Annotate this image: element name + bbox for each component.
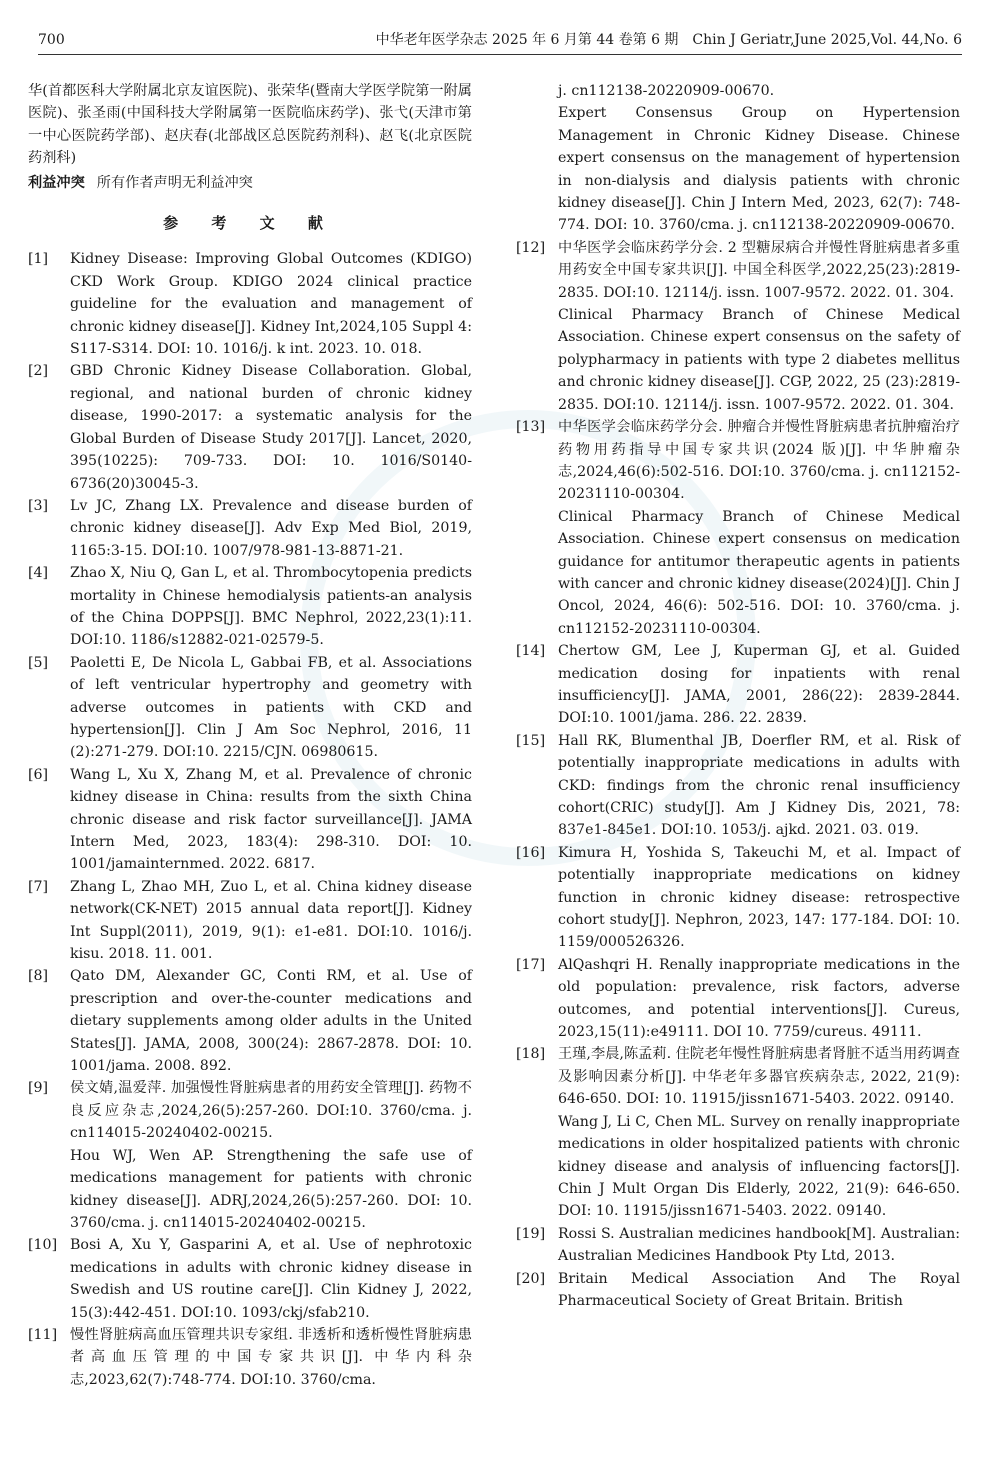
reference-item (516, 80, 960, 237)
reference-number: [6] (28, 766, 49, 783)
reference-number: [8] (28, 968, 49, 985)
reference-body (70, 1324, 472, 1391)
author-list-continued: 华(首都医科大学附属北京友谊医院)、张荣华(暨南大学医学院第一附属医院)、张圣雨(中国科技大学附属第一医院临床药学)、张弋(天津市第一中心医院药学部)、赵庆春(北部战区总医院药剂科)、赵飞(北京医院药剂科) (28, 83, 472, 167)
reference-number: [4] (28, 565, 49, 582)
reference-text: Expert Consensus Group on Hypertension Management in Chronic Kidney Disease. Chinese expert consensus on the management of hypertension in non-dialysis and dialysis patients with chronic kidney disease[J]. Chin J Intern Med, 2023, 62(7): 748-774. DOI: 10. 3760/cma. j. cn112138-20220909-00670. (558, 105, 960, 234)
reference-item (28, 1324, 472, 1391)
reference-number: [11] (28, 1326, 58, 1343)
left-column (28, 80, 472, 1391)
reference-number: [18] (516, 1046, 546, 1063)
reference-text: 王瑾,李晨,陈孟莉. 住院老年慢性肾脏病患者肾脏不适当用药调查及影响因素分析[J]. 中华老年多器官疾病杂志, 2022, 21(9): 646-650. DOI: 10. 11915/jissn1671-5403. 2022. 09140. (558, 1046, 960, 1108)
reference-text: Bosi A, Xu Y, Gasparini A, et al. Use of nephrotoxic medications in adults with chronic kidney disease in Swedish and US routine care[J]. Clin Kidney J, 2022, 15(3):442-451. DOI:10. 1093/ckj/sfab210. (70, 1237, 472, 1321)
reference-item (28, 876, 472, 966)
reference-number: [3] (28, 497, 49, 514)
reference-text: Zhao X, Niu Q, Gan L, et al. Thrombocytopenia predicts mortality in Chinese hemodialysis patients-an analysis of the China DOPPS[J]. BMC Nephrol, 2022,23(1):11. DOI:10. 1186/s12882-021-02579-5. (70, 565, 472, 649)
reference-text: Zhang L, Zhao MH, Zuo L, et al. China kidney disease network(CK-NET) 2015 annual data report[J]. Kidney Int Suppl(2011), 2019, 9(1): e1-e81. DOI:10. 1016/j. kisu. 2018. 11. 001. (70, 878, 472, 963)
reference-item (516, 237, 960, 416)
reference-item (516, 1223, 960, 1268)
reference-text: Chertow GM, Lee J, Kuperman GJ, et al. Guided medication dosing for inpatients with renal insufficiency[J]. JAMA, 2001, 286(22): 2839-2844. DOI:10. 1001/jama. 286. 22. 2839. (558, 643, 960, 727)
reference-text: GBD Chronic Kidney Disease Collaboration. Global, regional, and national burden of chronic kidney disease, 1990-2017: a systematic analysis for the Global Burden of Disease Study 2017[J]. Lancet, 2020, 395(10225): 709-733. DOI: 10. 1016/S0140-6736(20)30045-3. (70, 363, 472, 492)
reference-body (558, 416, 960, 640)
reference-number: [19] (516, 1225, 546, 1242)
reference-number: [7] (28, 878, 49, 895)
reference-item (516, 954, 960, 1044)
reference-number: [15] (516, 732, 546, 749)
reference-text: 侯文婧,温爱萍. 加强慢性肾脏病患者的用药安全管理[J]. 药物不良反应杂志,2024,26(5):257-260. DOI:10. 3760/cma. j. cn114015-20240402-00215. (70, 1080, 472, 1142)
reference-number: [1] (28, 251, 49, 268)
reference-body (70, 248, 472, 360)
reference-body (70, 652, 472, 764)
reference-item (28, 495, 472, 562)
reference-body (558, 1043, 960, 1222)
right-column (516, 80, 960, 1312)
reference-body (558, 640, 960, 730)
reference-body (558, 1223, 960, 1268)
reference-list-right (516, 80, 960, 1312)
reference-item (28, 965, 472, 1077)
reference-item (516, 842, 960, 954)
reference-item (28, 562, 472, 652)
reference-item (516, 730, 960, 842)
page-header (38, 28, 962, 55)
reference-item (516, 1268, 960, 1313)
reference-text: 中华医学会临床药学分会. 2 型糖尿病合并慢性肾脏病患者多重用药安全中国专家共识[J]. 中国全科医学,2022,25(23):2819-2835. DOI:10. 12114/j. issn. 1007-9572. 2022. 01. 304. (558, 239, 960, 301)
reference-text: 中华医学会临床药学分会. 肿瘤合并慢性肾脏病患者抗肿瘤治疗药物用药指导中国专家共识(2024 版)[J]. 中华肿瘤杂志,2024,46(6):502-516. DOI:10. 3760/cma. j. cn112152-20231110-00304. (558, 419, 960, 503)
reference-text: Kidney Disease: Improving Global Outcomes (KDIGO) CKD Work Group. KDIGO 2024 clinical practice guideline for the evaluation and management of chronic kidney disease[J]. Kidney Int,2024,105 Suppl 4: S117-S314. DOI: 10. 1016/j. k int. 2023. 10. 018. (70, 251, 472, 358)
reference-body (558, 237, 960, 416)
conflict-of-interest (28, 172, 472, 194)
reference-text: Wang J, Li C, Chen ML. Survey on renally inappropriate medications in older hospitalized patients with chronic kidney disease and analysis of influencing factors[J]. Chin J Mult Organ Dis Elderly, 2022, 21(9): 646-650. DOI: 10. 11915/jissn1671-5403. 2022. 09140. (558, 1113, 960, 1220)
reference-item (516, 416, 960, 640)
reference-text: Clinical Pharmacy Branch of Chinese Medical Association. Chinese expert consensus on the safety of polypharmacy in patients with type 2 diabetes mellitus and chronic kidney disease[J]. CGP, 2022, 25 (23):2819-2835. DOI:10. 12114/j. issn. 1007-9572. 2022. 01. 304. (558, 307, 960, 413)
reference-text: AlQashqri H. Renally inappropriate medications in the old population: prevalence, risk factors, adverse outcomes, and potential interventions[J]. Cureus, 2023,15(11):e49111. DOI 10. 7759/cureus. 49111. (558, 956, 960, 1041)
reference-body (70, 764, 472, 876)
reference-body (558, 80, 960, 237)
reference-item (28, 1077, 472, 1234)
reference-text: Qato DM, Alexander GC, Conti RM, et al. Use of prescription and over-the-counter medications and dietary supplements among older adults in the United States[J]. JAMA, 2008, 300(24): 2867-2878. DOI: 10. 1001/jama. 2008. 892. (70, 968, 472, 1075)
references-heading: 参 考 文 献 (163, 214, 337, 233)
reference-body (70, 360, 472, 494)
reference-item (28, 764, 472, 876)
reference-body (558, 842, 960, 954)
reference-number: [12] (516, 239, 546, 256)
reference-text: Kimura H, Yoshida S, Takeuchi M, et al. Impact of potentially inappropriate medications on kidney function in chronic kidney disease: retrospective cohort study[J]. Nephron, 2023, 147: 177-184. DOI: 10. 1159/000526326. (558, 844, 960, 951)
reference-text: Wang L, Xu X, Zhang M, et al. Prevalence of chronic kidney disease in China: results from the sixth China chronic disease and risk factor surveillance[J]. JAMA Intern Med, 2023, 183(4): 298-310. DOI: 10. 1001/jamainternmed. 2022. 6817. (70, 766, 472, 873)
reference-number: [14] (516, 643, 546, 660)
reference-text: Lv JC, Zhang LX. Prevalence and disease burden of chronic kidney disease[J]. Adv Exp Med Biol, 2019, 1165:3-15. DOI:10. 1007/978-981-13-8871-21. (70, 497, 472, 559)
reference-item (28, 360, 472, 494)
journal-citation-line: 中华老年医学杂志 2025 年 6 月第 44 卷第 6 期 Chin J Geriatr,June 2025,Vol. 44,No. 6 (375, 32, 962, 48)
conflict-of-interest-label: 利益冲突 (28, 174, 85, 191)
reference-body (70, 562, 472, 652)
reference-number: [9] (28, 1080, 49, 1097)
reference-number: [5] (28, 654, 49, 671)
reference-number: [2] (28, 363, 49, 380)
reference-number: [16] (516, 844, 546, 861)
reference-body (70, 965, 472, 1077)
reference-body (70, 876, 472, 966)
reference-number: [10] (28, 1237, 58, 1254)
reference-text: Rossi S. Australian medicines handbook[M]. Australian: Australian Medicines Handbook Pty Ltd, 2013. (558, 1225, 960, 1265)
reference-item (516, 640, 960, 730)
reference-text: 慢性肾脏病高血压管理共识专家组. 非透析和透析慢性肾脏病患者高血压管理的中国专家共识[J]. 中华内科杂志,2023,62(7):748-774. DOI:10. 3760/cma. (70, 1326, 472, 1388)
reference-body (70, 495, 472, 562)
reference-text: Clinical Pharmacy Branch of Chinese Medical Association. Chinese expert consensus on medication guidance for antitumor therapeutic agents in patients with cancer and chronic kidney disease(2024)[J]. Chin J Oncol, 2024, 46(6): 502-516. DOI: 10. 3760/cma. j. cn112152-20231110-00304. (558, 508, 960, 637)
reference-list-left (28, 248, 472, 1391)
reference-text: Hou WJ, Wen AP. Strengthening the safe use of medications management for patients with chronic kidney disease[J]. ADRJ,2024,26(5):257-260. DOI: 10. 3760/cma. j. cn114015-20240402-00215. (70, 1147, 472, 1231)
reference-item (28, 1234, 472, 1324)
reference-item (28, 248, 472, 360)
reference-item (28, 652, 472, 764)
reference-number: [13] (516, 419, 546, 436)
reference-body (558, 954, 960, 1044)
reference-number: [20] (516, 1270, 546, 1287)
page-number: 700 (38, 32, 65, 48)
reference-text: j. cn112138-20220909-00670. (558, 83, 775, 99)
reference-text: Britain Medical Association And The Royal Pharmaceutical Society of Great Britain. British (558, 1270, 960, 1309)
reference-body (558, 730, 960, 842)
reference-text: Paoletti E, De Nicola L, Gabbai FB, et al. Associations of left ventricular hypertrophy and geometry with adverse outcomes in patients with CKD and hypertension[J]. Clin J Am Soc Nephrol, 2016, 11 (2):271-279. DOI:10. 2215/CJN. 06980615. (70, 654, 472, 761)
reference-item (516, 1043, 960, 1222)
reference-body (70, 1234, 472, 1324)
reference-number: [17] (516, 956, 546, 973)
reference-body (558, 1268, 960, 1313)
reference-text: Hall RK, Blumenthal JB, Doerfler RM, et al. Risk of potentially inappropriate medications in adults with CKD: findings from the chronic renal insufficiency cohort(CRIC) study[J]. Am J Kidney Dis, 2021, 78: 837e1-845e1. DOI:10. 1053/j. ajkd. 2021. 03. 019. (558, 732, 960, 839)
reference-body (70, 1077, 472, 1234)
conflict-of-interest-text: 所有作者声明无利益冲突 (96, 174, 253, 191)
